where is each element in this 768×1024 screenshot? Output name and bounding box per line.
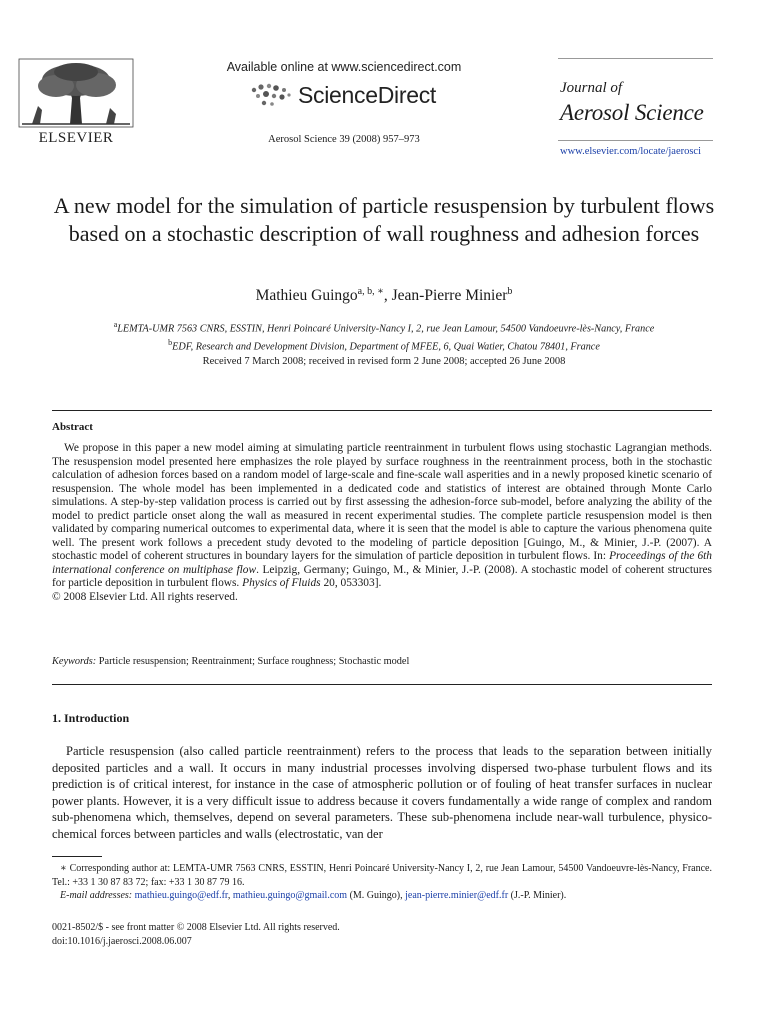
affiliation-mark: b <box>168 337 173 347</box>
author-name: Jean-Pierre Minier <box>391 287 508 305</box>
affiliation-text: LEMTA-UMR 7563 CNRS, ESSTIN, Henri Poincaré University-Nancy I, 2, rue Jean Lamour, 54500 Vandoeuvre-lès-Nancy, France <box>117 323 655 335</box>
abstract-body <box>52 442 712 604</box>
author-name: Mathieu Guingo <box>255 287 358 305</box>
abstract-paragraph <box>52 442 712 591</box>
section-heading: 1. Introduction <box>52 711 130 725</box>
elsevier-tree-icon <box>18 58 134 128</box>
keywords-text: Particle resuspension; Reentrainment; Surface roughness; Stochastic model <box>96 656 410 667</box>
journal-masthead <box>558 58 713 165</box>
introduction-body <box>52 743 712 843</box>
affiliation-text: EDF, Research and Development Division, Department of MFEE, 6, Quai Watier, Chatou 78401, France <box>172 341 600 353</box>
journal-citation: Aerosol Science 39 (2008) 957–973 <box>268 134 420 145</box>
abstract-text: 20, 053303]. <box>320 577 382 589</box>
email-link[interactable]: mathieu.guingo@gmail.com <box>232 890 348 901</box>
available-online-text: Available online at www.sciencedirect.com <box>226 60 462 74</box>
corresponding-author-footnote <box>52 862 712 890</box>
affiliation-mark: a <box>113 320 118 329</box>
journal-reference: Physics of Fluids <box>242 577 321 589</box>
author-marks: a, b, ∗ <box>357 286 384 297</box>
introduction-paragraph: Particle resuspension (also called particle reentrainment) refers to the process that leads to the separation between initially deposited particles and a wall. It occurs in many industrial processes involving dispersed two-phase turbulent flows and its prediction is of critical interest, for instance in the case of atmospheric pollution or of fouling of heat transfer surfaces in nuclear power plants. However, it is a very difficult issue to address because it covers fundamentally a wide range of complex and random sub-phenomena which, themselves, depend on several parameters. These sub-phenomena include near-wall turbulence, physico-chemical forces between particles and walls (electrostatic, van der <box>52 744 712 841</box>
sciencedirect-dots-icon <box>248 82 294 110</box>
affiliations <box>40 318 728 354</box>
footnote-rule <box>52 856 102 857</box>
affiliation-a <box>40 318 728 336</box>
email-owner: (J.-P. Minier). <box>508 890 567 901</box>
received-dates: Received 7 March 2008; received in revised form 2 June 2008; accepted 26 June 2008 <box>202 356 566 367</box>
paper-title: A new model for the simulation of particle resuspension by turbulent flows based on a stochastic description of wall roughness and adhesion forces <box>53 193 715 246</box>
journal-of-label: Journal of <box>560 80 623 96</box>
journal-name: Aerosol Science <box>560 100 704 125</box>
abstract-text: . Leipzig, Germany; Guingo, M., & Minier, J.-P. (2008). A stochastic model of coherent structures for particle deposition in turbulent flows. <box>52 563 712 589</box>
affiliation-b <box>40 336 728 354</box>
elsevier-logo <box>18 58 134 148</box>
issn-line: 0021-8502/$ - see front matter © 2008 Elsevier Ltd. All rights reserved. <box>52 922 340 933</box>
email-owner: (M. Guingo), <box>347 890 406 901</box>
email-link[interactable]: mathieu.guingo@edf.fr <box>134 890 228 901</box>
email-footnote <box>60 890 712 901</box>
abstract-copyright: © 2008 Elsevier Ltd. All rights reserved. <box>52 590 238 603</box>
footnote-text: ∗ Corresponding author at: LEMTA-UMR 7563 CNRS, ESSTIN, Henri Poincaré University-Nancy I, 2, rue Jean Lamour, 54500 Vandoeuvre-lès-Nancy, France. Tel.: +33 1 30 87 83 72; fax: +33 1 30 87 79 16. <box>52 863 712 888</box>
keywords-label: Keywords: <box>52 656 97 667</box>
author-separator: , <box>383 287 392 305</box>
email-link[interactable]: jean-pierre.minier@edf.fr <box>405 890 509 901</box>
abstract-text: We propose in this paper a new model aiming at simulating particle reentrainment in turbulent flows using stochastic Lagrangian methods. The resuspension model presented here emphasizes the role played by surface roughness in the reentrainment process, both in the stochastic calculation of adhesion forces based on a random model of large-scale and fine-scale wall asperities and in a newly proposed kinetic scenario of resuspension. The whole model has been implemented in a dedicated code and statistics of interest are obtained through Monte Carlo simulations. A step-by-step validation process is carried out by first assessing the adhesion-force sub-model, before analyzing the ability of the model to predict particle onset along the wall as measured in recent experimental studies. The complete particle resuspension model is then validated by comparing numerical outcomes to experimental data, where it is seen that the model is able to capture the various phenomena quite well. The present work follows a precedent study devoted to the modeling of particle deposition [Guingo, M., & Minier, J.-P. (2007). A stochastic model of coherent structures in boundary layers for the simulation of particle deposition in turbulent flows. In: <box>52 442 712 562</box>
proceedings-title: Proceedings of the 6th international conference on multiphase flow <box>52 550 712 576</box>
masthead-top-rule <box>558 58 713 59</box>
abstract-top-rule <box>52 410 712 411</box>
email-separator: , <box>227 890 233 901</box>
doi-line[interactable]: doi:10.1016/j.jaerosci.2008.06.007 <box>52 936 192 947</box>
journal-url-link[interactable]: www.elsevier.com/locate/jaerosci <box>560 146 702 157</box>
email-label: E-mail addresses: <box>60 890 133 901</box>
author-list <box>40 286 728 305</box>
front-matter-info <box>52 921 712 949</box>
abstract-heading: Abstract <box>52 421 93 433</box>
sciencedirect-logo <box>248 78 458 114</box>
masthead-bottom-rule <box>558 140 713 141</box>
publisher-name: ELSEVIER <box>38 130 114 146</box>
author-marks: b <box>507 286 513 297</box>
sciencedirect-wordmark: ScienceDirect <box>298 82 436 108</box>
abstract-bottom-rule <box>52 684 712 685</box>
keywords <box>52 656 712 667</box>
